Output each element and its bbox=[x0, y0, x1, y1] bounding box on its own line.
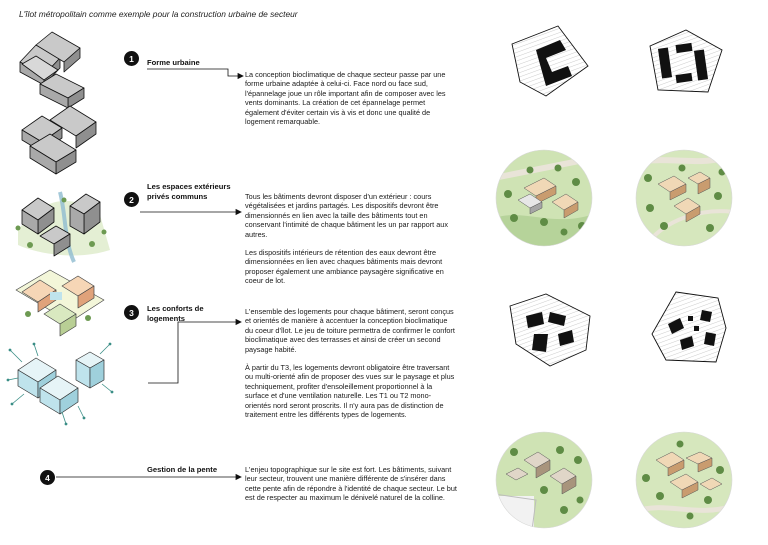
aerial-view-1 bbox=[494, 148, 594, 248]
connector-arrow-1 bbox=[147, 69, 243, 79]
site-plan-4 bbox=[646, 288, 730, 368]
step-1-text bbox=[245, 70, 457, 126]
step-2-title: Les espaces extérieurs privés communs bbox=[147, 182, 231, 201]
connector-arrow-3 bbox=[148, 320, 241, 384]
axo-block-orientation bbox=[7, 343, 114, 426]
step-1-title: Forme urbaine bbox=[147, 58, 200, 67]
aerial-view-2 bbox=[634, 148, 734, 248]
site-plan-2 bbox=[646, 26, 726, 98]
step-4-title: Gestion de la pente bbox=[147, 465, 218, 474]
step-3-paragraph-1: L'ensemble des logements pour chaque bâtiment, seront conçus et orientés de manière à accentuer la conception bioclimatique du coeur d'îlot. Le jeu de toiture permettra de confirmer le confort bioclimatique avec des terrasses et ainsi de créer un second paysage habité. bbox=[245, 307, 455, 354]
page-title: L'îlot métropolitain comme exemple pour la construction urbaine de secteur bbox=[19, 9, 298, 19]
axonometric-illustrations bbox=[0, 0, 140, 545]
step-2-badge: 2 bbox=[124, 192, 139, 207]
aerial-view-4 bbox=[634, 430, 734, 530]
connector-arrow-2 bbox=[140, 210, 241, 215]
step-2-paragraph-1: Tous les bâtiments devront disposer d'un extérieur : cours végétalisées et jardins partagés. Les dispositifs devront être dimensionnés en lien avec la taille des bâtiments tout en conservant l'intimité de chaque bâtiment les un par rapport aux autres. bbox=[245, 192, 448, 239]
step-1-badge: 1 bbox=[124, 51, 139, 66]
step-3-paragraph-2: À partir du T3, les logements devront obligatoire être traversant ou multi-orienté afin de proposer des vues sur le paysage et plus techniquement, profiter d'ensoleillement proportionnel à la surface et d'une ventilation naturelle. Les T1 ou T2 mono-orientés nord seront proscrits. Il n'y aura pas de distinction de traitement entre les différents types de logements. bbox=[245, 363, 455, 420]
axo-block-gardens bbox=[16, 192, 111, 262]
site-plan-3 bbox=[506, 290, 594, 370]
step-3-text bbox=[245, 307, 457, 419]
step-2-paragraph-2: Les dispositifs intérieurs de rétention des eaux devront être dimensionnées en lien avec chaques bâtiments mais devront proposer également une ambiance paysagère significative en coeur de lot. bbox=[245, 248, 444, 286]
step-3-badge: 3 bbox=[124, 305, 139, 320]
step-3-title: Les conforts de logements bbox=[147, 304, 204, 323]
site-plan-1 bbox=[506, 22, 594, 100]
step-4-badge: 4 bbox=[40, 470, 55, 485]
step-4-text bbox=[245, 465, 457, 503]
step-1-paragraph: La conception bioclimatique de chaque secteur passe par une forme urbaine adaptée à celui-ci. Face nord ou face sud, l'épannelage joue un rôle important afin de composer avec les vents dominants. La création de cet épannelage permet également d'éviter certain vis à vis et donc une qualité de logement remarquable. bbox=[245, 70, 446, 127]
step-2-text bbox=[245, 192, 457, 286]
axo-block-roofs bbox=[16, 270, 104, 336]
axo-block-c-shape bbox=[20, 32, 84, 108]
axo-block-stepped bbox=[22, 106, 96, 174]
aerial-view-3 bbox=[494, 430, 594, 530]
step-4-paragraph: L'enjeu topographique sur le site est fort. Les bâtiments, suivant leur secteur, trouvent une manière différente de s'insérer dans cette pente afin de répondre à l'identité de chaque secteur. Le but est de respecter au maximum le dénivelé naturel de la colline. bbox=[245, 465, 457, 503]
